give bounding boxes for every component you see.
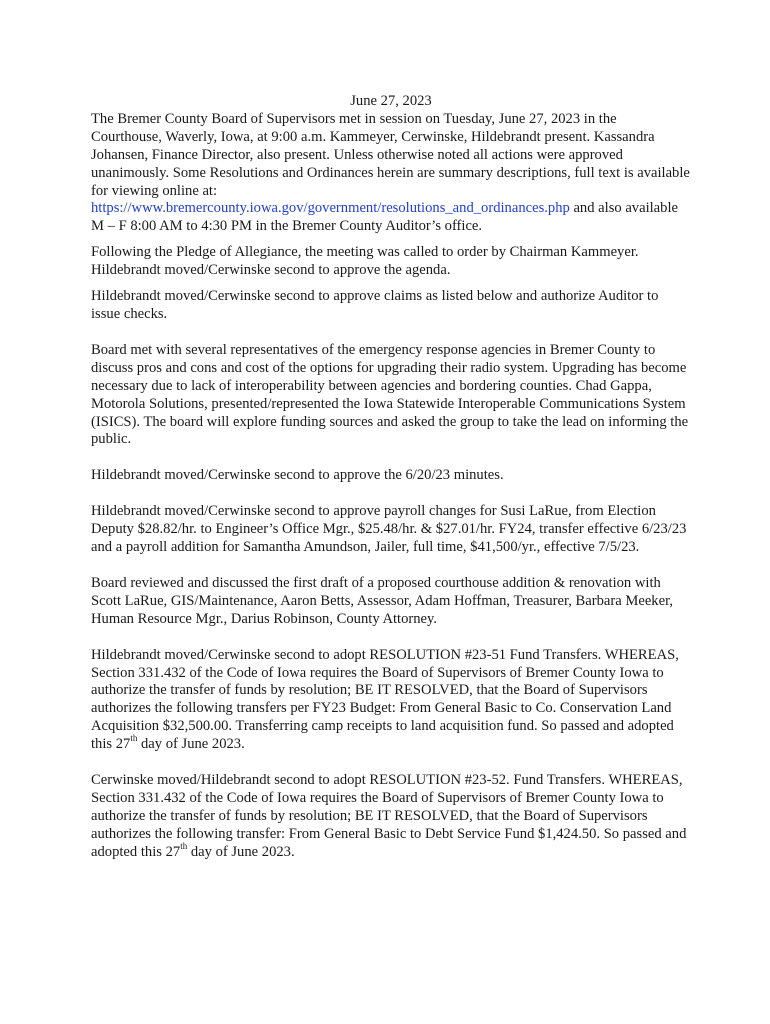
payroll-paragraph: Hildebrandt moved/Cerwinske second to approve payroll changes for Susi LaRue, from Election Deputy $28.82/hr. to Engineer’s Office Mgr., $25.48/hr. & $27.01/hr. FY24, transfer effective 6/23/23 and a payroll addition for Samantha Amundson, Jailer, full time, $41,500/yr., effective 7/5/23. — [91, 503, 687, 556]
opening-text-after: and also available M – F 8:00 AM to 4:30 PM in the Bremer County Auditor’s office. — [91, 200, 678, 235]
radio-system-paragraph: Board met with several representatives of the emergency response agencies in Bremer County to discuss pros and cons and cost of the options for upgrading their radio system. Upgrading has become necessary due to lack of interoperability between agencies and bordering counties. Chad Gappa, Motorola Solutions, presented/represented the Iowa Statewide Interoperable Communications System (ISICS). The board will explore funding sources and asked the group to take the lead on informing the public. — [91, 341, 689, 448]
ordinal-suffix: th — [180, 840, 188, 851]
resolution-23-51-paragraph — [91, 647, 691, 754]
resolution-23-51-after: day of June 2023. — [137, 736, 245, 753]
resolution-23-51-text: Hildebrandt moved/Cerwinske second to adopt RESOLUTION #23-51 Fund Transfers. WHEREAS, Section 331.432 of the Code of Iowa requires the Board of Supervisors of Bremer County Iowa to authorize the transfer of funds by resolution; BE IT RESOLVED, that the Board of Supervisors authorizes the following transfers per FY23 Budget: From General Basic to Co. Conservation Land Acquisition $32,500.00. Transferring camp receipts to land acquisition fund. So passed and adopted this 27 — [91, 646, 679, 753]
minutes-paragraph: Hildebrandt moved/Cerwinske second to approve the 6/20/23 minutes. — [91, 467, 504, 484]
opening-text: The Bremer County Board of Supervisors met in session on Tuesday, June 27, 2023 in the Courthouse, Waverly, Iowa, at 9:00 a.m. Kammeyer, Cerwinske, Hildebrandt present. Kassandra Johansen, Finance Director, also present. Unless otherwise noted all actions were approved unanimously. Some Resolutions and Ordinances herein are summary descriptions, full text is available for viewing online at: — [91, 110, 690, 199]
opening-paragraph — [91, 111, 691, 236]
resolution-23-52-text: Cerwinske moved/Hildebrandt second to adopt RESOLUTION #23-52. Fund Transfers. WHEREAS, Section 331.432 of the Code of Iowa requires the Board of Supervisors of Bremer County Iowa to authorize the transfer of funds by resolution; BE IT RESOLVED, that the Board of Supervisors authorizes the following transfer: From General Basic to Debt Service Fund $1,424.50. So passed and adopted this 27 — [91, 772, 687, 860]
resolution-23-52-paragraph — [91, 772, 691, 862]
ordinal-suffix: th — [130, 733, 138, 744]
meeting-date: June 27, 2023 — [350, 93, 432, 109]
pledge-paragraph: Following the Pledge of Allegiance, the meeting was called to order by Chairman Kammeyer. Hildebrandt moved/Cerwinske second to approve the agenda. — [91, 244, 639, 279]
resolutions-link[interactable]: https://www.bremercounty.iowa.gov/government/resolutions_and_ordinances.php — [91, 200, 570, 217]
document-page — [91, 93, 691, 862]
resolution-23-52-after: day of June 2023. — [187, 843, 295, 860]
claims-paragraph: Hildebrandt moved/Cerwinske second to approve claims as listed below and authorize Auditor to issue checks. — [91, 288, 659, 322]
courthouse-paragraph: Board reviewed and discussed the first draft of a proposed courthouse addition & renovation with Scott LaRue, GIS/Maintenance, Aaron Betts, Assessor, Adam Hoffman, Treasurer, Barbara Meeker, Human Resource Mgr., Darius Robinson, County Attorney. — [91, 574, 674, 627]
